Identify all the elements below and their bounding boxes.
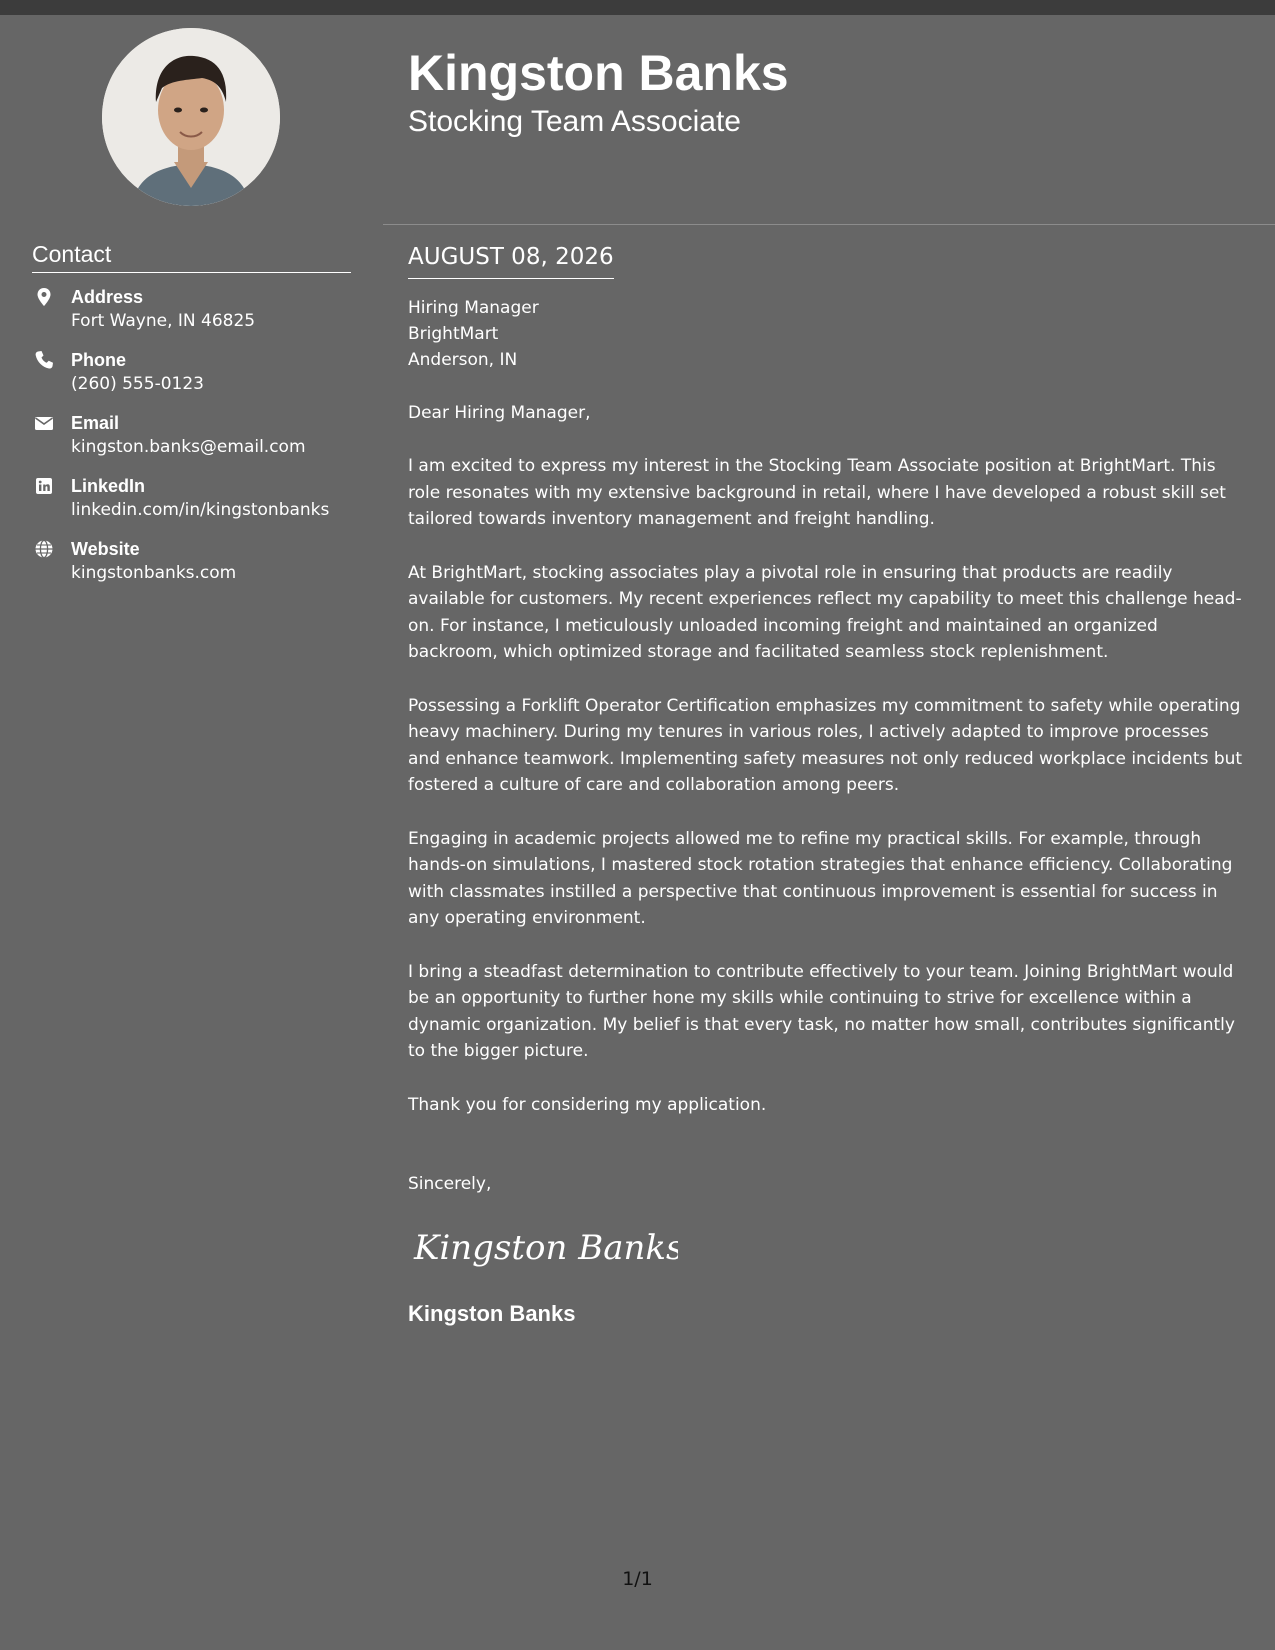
contact-label: Phone <box>71 350 127 370</box>
contact-value: (260) 555-0123 <box>71 374 204 394</box>
svg-text:Kingston Banks: Kingston Banks <box>414 1228 678 1268</box>
letter-paragraph: I bring a steadfast determination to contribute effectively to your team. Joining BrightMart would be an opportunity to further hone my skills while continuing to strive for excellence within a dynamic organization. My belief is that every task, no matter how small, contributes significantly to the bigger picture. <box>408 961 1235 1061</box>
linkedin-icon <box>34 476 54 496</box>
top-bar <box>0 0 1275 15</box>
letter-paragraph: Thank you for considering my application. <box>408 1094 767 1115</box>
sidebar <box>0 15 383 1650</box>
contact-label: Address <box>71 287 144 307</box>
envelope-icon <box>34 413 54 433</box>
contact-label: LinkedIn <box>71 476 146 496</box>
closing: Sincerely, <box>408 1174 492 1194</box>
contact-value: kingstonbanks.com <box>71 563 237 583</box>
signature <box>408 1217 678 1277</box>
letter-paragraph: Engaging in academic projects allowed me to refine my practical skills. For example, through hands-on simulations, I mastered stock rotation strategies that enhance efficiency. Collaborating with classmates instilled a perspective that continuous improvement is essential for success in any operating environment. <box>408 828 1233 928</box>
contact-value: Fort Wayne, IN 46825 <box>71 311 256 331</box>
letter-paragraph: At BrightMart, stocking associates play a pivotal role in ensuring that products are readily available for customers. My recent experiences reflect my capability to meet this challenge head-on. For instance, I meticulously unloaded incoming freight and maintained an organized backroom, which optimized storage and facilitated seamless stock replenishment. <box>408 562 1242 662</box>
globe-icon <box>34 539 54 559</box>
cover-letter <box>408 240 1246 1329</box>
recipient-line: Hiring Manager <box>408 298 539 318</box>
phone-icon <box>34 350 54 370</box>
map-pin-icon <box>34 287 54 307</box>
letter-paragraph: I am excited to express my interest in the Stocking Team Associate position at BrightMart. This role resonates with my extensive background in retail, where I have developed a robust skill set tailored towards inventory management and freight handling. <box>408 456 1226 529</box>
contact-linkedin <box>32 474 362 537</box>
header-divider <box>383 224 1275 225</box>
applicant-name: Kingston Banks <box>408 45 789 101</box>
page-number: 1/1 <box>622 1568 653 1590</box>
contact-value: linkedin.com/in/kingstonbanks <box>71 500 330 520</box>
signer-name: Kingston Banks <box>408 1301 576 1326</box>
contact-value: kingston.banks@email.com <box>71 437 306 457</box>
greeting: Dear Hiring Manager, <box>408 403 591 423</box>
job-title: Stocking Team Associate <box>408 105 741 138</box>
contact-heading: Contact <box>32 241 351 273</box>
recipient-block <box>408 295 1246 373</box>
recipient-line: BrightMart <box>408 324 499 344</box>
contact-list <box>32 285 362 600</box>
recipient-line: Anderson, IN <box>408 350 518 370</box>
contact-phone <box>32 348 362 411</box>
letter-paragraph: Possessing a Forklift Operator Certification emphasizes my commitment to safety while operating heavy machinery. During my tenures in various roles, I actively adapted to improve processes and enhance teamwork. Implementing safety measures not only reduced workplace incidents but fostered a culture of care and collaboration among peers. <box>408 695 1243 795</box>
contact-website <box>32 537 362 600</box>
contact-label: Website <box>71 539 140 559</box>
avatar <box>102 28 280 206</box>
contact-email <box>32 411 362 474</box>
contact-label: Email <box>71 413 120 433</box>
letter-date: AUGUST 08, 2026 <box>408 240 614 279</box>
contact-address <box>32 285 362 348</box>
